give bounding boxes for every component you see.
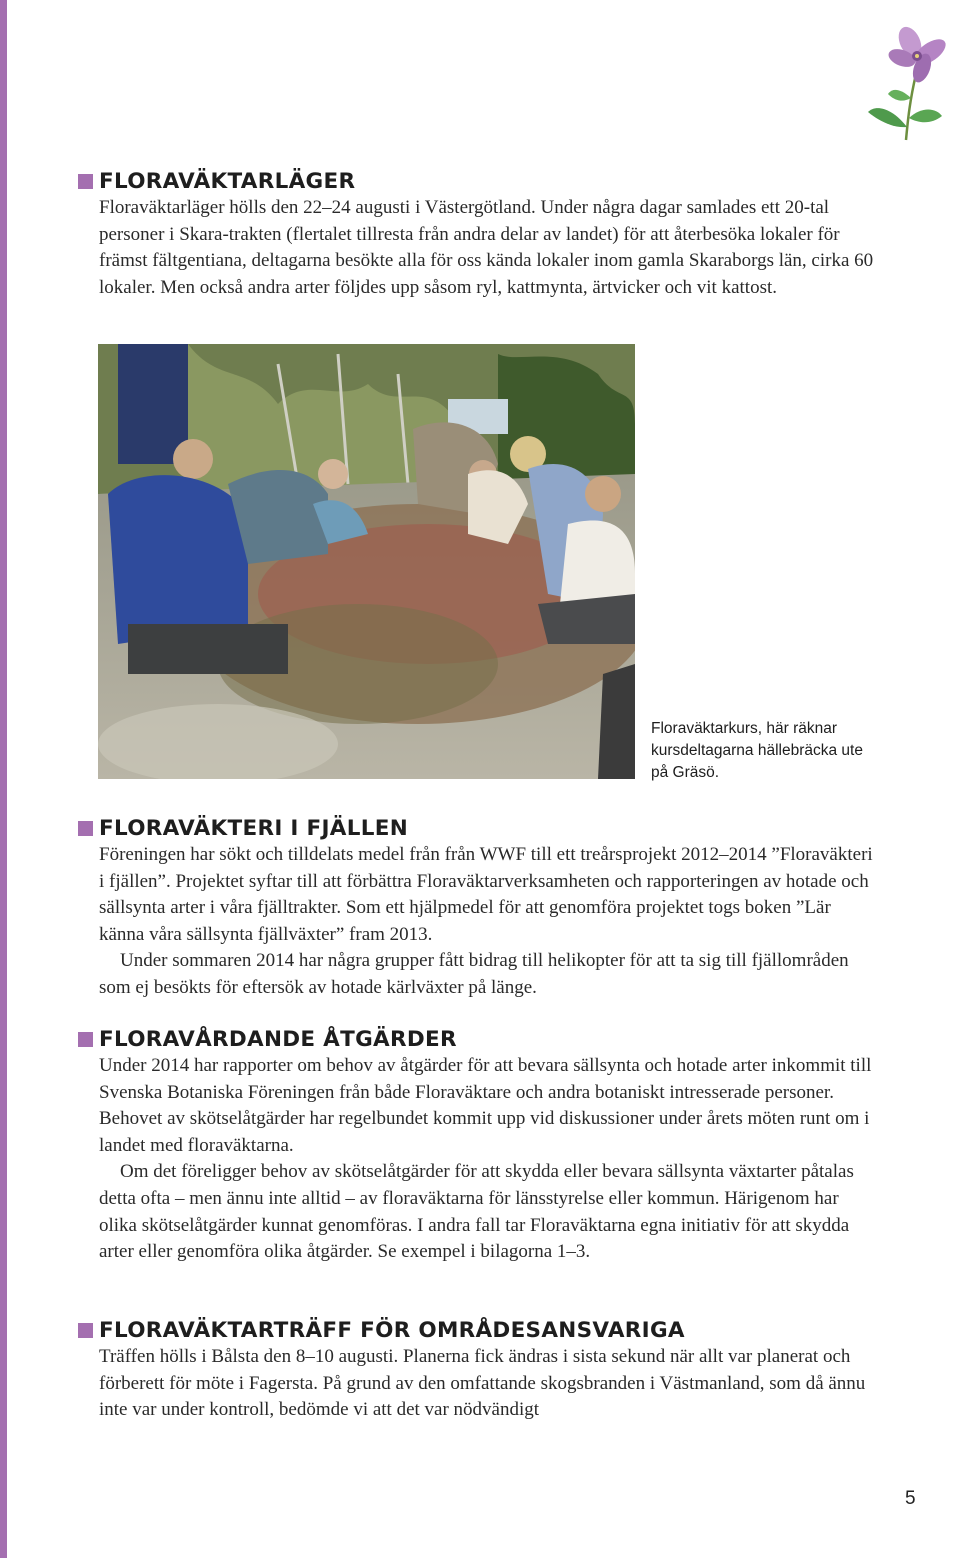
section-floravakteri-i-fjallen <box>78 814 878 1002</box>
section-heading <box>78 1025 878 1053</box>
section-floravaktartraff <box>78 1316 878 1424</box>
section-title: FLORAVÄKTARTRÄFF FÖR OMRÅDESANSVARIGA <box>99 1317 685 1343</box>
section-paragraph: Under 2014 har rapporter om behov av åtgärder för att bevara sällsynta och hotade arter inkommit till Svenska Botaniska Föreningen från både Floraväktare och andra botaniskt intresserade personer. Behovet av skötselåtgärder har regelbundet kommit upp vid diskussioner under årets möten runt om i landet med floraväktarna. <box>99 1055 872 1156</box>
section-title: FLORAVÄKTARLÄGER <box>99 168 356 194</box>
section-paragraph: Om det föreligger behov av skötselåtgärder för att skydda eller bevara sällsynta växtarter påtalas detta ofta – men ännu inte alltid – av floraväktarna för länsstyrelse eller kommun. Härigenom har olika skötselåtgärder kunnat genomföras. I andra fall tar Floraväktarna egna initiativ för att skydda arter eller genomföra olika åtgärder. Se exempel i bilagorna 1–3. <box>99 1161 854 1263</box>
heading-square-icon <box>78 174 93 189</box>
section-paragraph: Träffen hölls i Bålsta den 8–10 augusti. Planerna fick ändras i sista sekund när allt var planerat och förberett för möte i Fagersta. På grund av den omfattande skogsbranden i Västmanland, som då ännu inte var under kontroll, bedömde vi att det var nödvändigt <box>99 1346 866 1421</box>
heading-square-icon <box>78 1323 93 1338</box>
section-floravardande-atgarder <box>78 1025 878 1266</box>
photo-field-course <box>98 344 635 779</box>
section-heading <box>78 167 878 195</box>
heading-square-icon <box>78 821 93 836</box>
section-paragraph: Föreningen har sökt och tilldelats medel från från WWF till ett treårsprojekt 2012–2014 ”Floraväkteri i fjällen”. Projektet syftar till att förbättra Floraväktarverksamheten och rapporteringen av hotade och sällsynta arter i våra fjälltrakter. Som ett hjälpmedel för att genomföra projektet togs boken ”Lär känna våra sällsynta fjällväxter” fram 2013. <box>99 844 873 945</box>
section-heading <box>78 1316 878 1344</box>
page-edge-bar <box>0 0 7 1558</box>
photo-image <box>98 344 635 779</box>
section-paragraph: Floraväktarläger hölls den 22–24 augusti i Västergötland. Under några dagar samlades ett 20-tal personer i Skara-trakten (flertalet tillresta från andra delar av landet) för att återbesöka lokaler för främst fältgentiana, deltagarna besökte alla för oss kända lokaler inom gamla Skaraborgs län, cirka 60 lokaler. Men också andra arter följdes upp såsom ryl, kattmynta, ärtvicker och vit kattost. <box>99 197 874 298</box>
section-title: FLORAVÄKTERI I FJÄLLEN <box>99 815 408 841</box>
section-heading <box>78 814 878 842</box>
photo-caption: Floraväktarkurs, här räknar kursdeltagarna hällebräcka ute på Gräsö. <box>651 720 863 781</box>
section-floravaktarlager <box>78 167 878 301</box>
page-number: 5 <box>905 1488 916 1509</box>
flower-logo-icon <box>862 22 954 152</box>
section-paragraph: Under sommaren 2014 har några grupper fått bidrag till helikopter för att ta sig till fjällområden som ej besökts för eftersök av hotade kärlväxter på länge. <box>99 950 849 998</box>
heading-square-icon <box>78 1032 93 1047</box>
section-title: FLORAVÅRDANDE ÅTGÄRDER <box>99 1026 457 1052</box>
